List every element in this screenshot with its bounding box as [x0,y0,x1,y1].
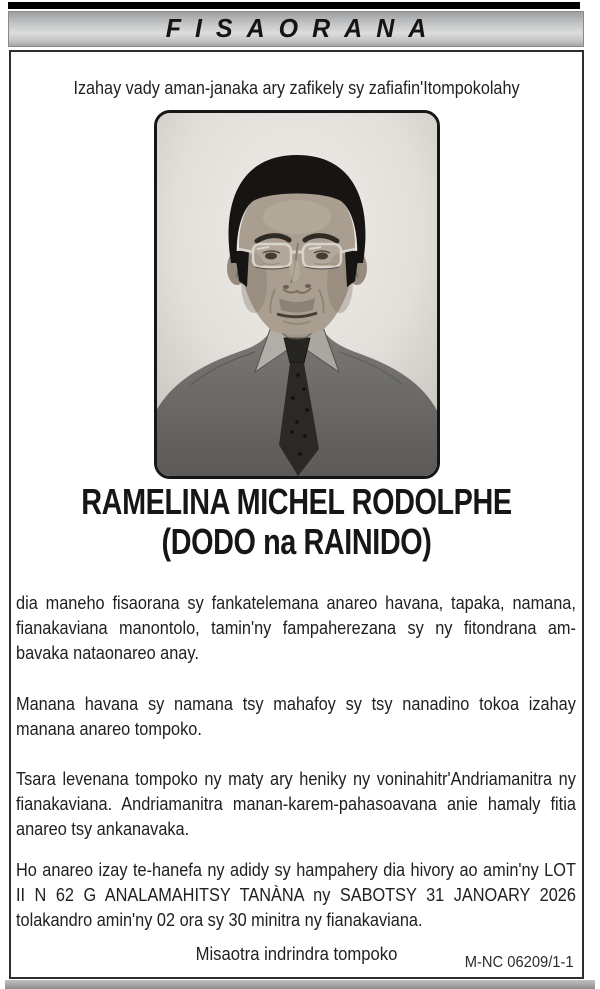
closing-line: Misaotra indrindra tompoko [195,943,398,964]
deceased-nickname: (DODO na RAINIDO) [161,521,432,562]
deceased-name: RAMELINA MICHEL RODOLPHE [81,481,512,522]
reference-code: M-NC 06209/1-1 [465,954,574,971]
bottom-rule-bar [5,980,595,989]
notice-box [9,50,584,979]
paragraph-family: Manana havana sy namana tsy mahafoy sy tsy nanadino tokoa izahay manana anareo tompoko. [16,694,576,739]
intro-line: Izahay vady aman-janaka ary zafikely sy zafiafin'Itompokolahy [73,78,520,98]
section-banner [8,11,584,47]
paragraph-blessing: Tsara levenana tompoko ny maty ary heniky ny voninahitr'Andriamanitra ny fianakaviana. Andriamanitra manan-karem-pahasoavana anie hamaly fitia anareo tsy ankanavaka. [16,769,576,839]
section-title: FISAORANA [165,14,441,43]
paragraph-thanks: dia maneho fisaorana sy fankatelemana anareo havana, tapaka, namana, fianakaviana manontolo, tamin'ny fampaherezana sy ny fitondrana am-bavaka nataonareo anay. [16,593,576,663]
paragraph-gathering: Ho anareo izay te-hanefa ny adidy sy hampahery dia hivory ao amin'ny LOT II N 62 G ANALAMAHITSY TANÀNA ny SABOTSY 31 JANOARY 2026 tolakandro amin'ny 02 ora sy 30 minitra ny fianakaviana. [16,860,576,930]
portrait-photo-image [157,113,437,476]
notice-body [11,591,582,933]
portrait-photo [154,110,440,479]
top-rule-bar [8,2,580,9]
